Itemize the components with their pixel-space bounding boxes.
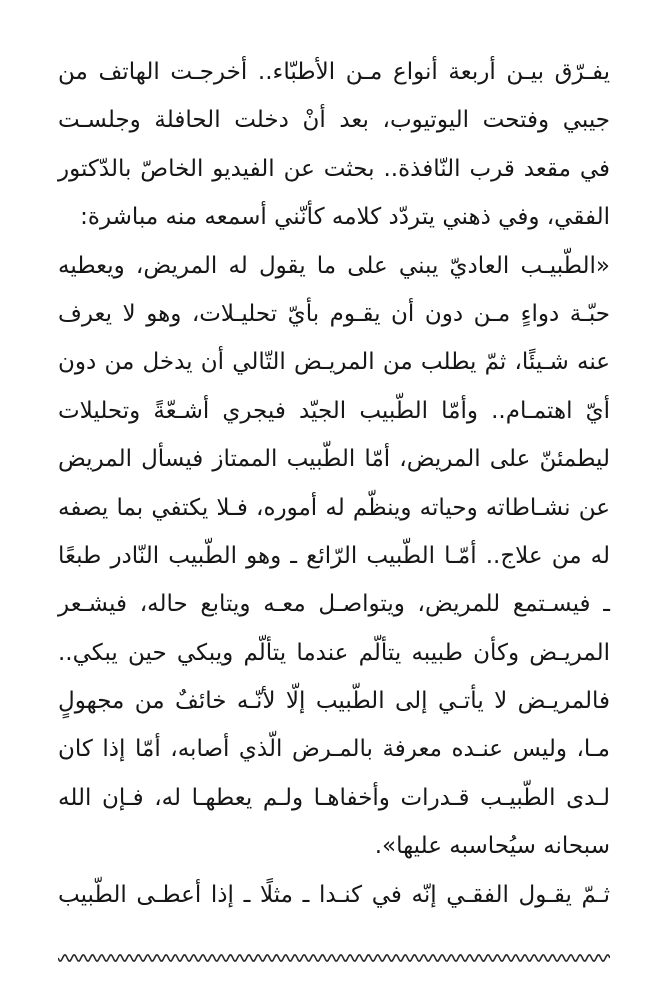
text-line: في مقعد قرب النّافذة.. بحثت عن الفيديو الخاصّ بالدّكتور — [58, 155, 610, 182]
book-page — [58, 48, 610, 919]
text-line: ثـمّ يقـول الفقـي إنّه في كنـدا ـ مثلًا ـ إذا أعطـى الطّبيب — [58, 881, 610, 908]
text-line: فالمريـض لا يأتـي إلى الطّبيب إلّا لأنّـه خائفٌ من مجهولٍ — [58, 688, 610, 715]
text-line: لـدى الطّبيـب قـدرات وأخفاهـا ولـم يعطهـا له، فـإن الله — [58, 784, 610, 811]
text-line: المريـض وكأن طبيبه يتألّم عندما يتألّم ويبكي حين يبكي.. — [58, 639, 610, 666]
text-line: يفـرّق بيـن أربعة أنواع مـن الأطبّاء.. أخرجـت الهاتف من — [58, 59, 610, 85]
text-line: حبّـة دواءٍ مـن دون أن يقـوم بأيّ تحليـلات، وهو لا يعرف — [58, 300, 610, 327]
text-line: مـا، وليس عنـده معرفة بالمـرض الّذي أصابه، أمّا إذا كان — [58, 736, 610, 763]
text-line: سبحانه سيُحاسبه عليها». — [374, 833, 610, 860]
paragraph-continuation — [58, 871, 610, 919]
text-line: الفقي، وفي ذهني يتردّد كلامه كأنّني أسمعه منه مباشرة: — [80, 204, 610, 231]
text-line: أيّ اهتمـام.. وأمّا الطّبيب الجيّد فيجري أشـعّةً وتحليلات — [58, 397, 610, 424]
text-line: جيبي وفتحت اليوتيوب، بعد أنْ دخلت الحافلة وجلسـت — [58, 107, 610, 134]
text-line: عنه شـيئًا، ثمّ يطلب من المريـض التّالي أن يدخل من دون — [58, 349, 610, 376]
text-line: ـ فيسـتمع للمريض، ويتواصـل معـه ويتابع حاله، فيشـعر — [58, 591, 610, 618]
text-line: له من علاج.. أمّـا الطّبيب الرّائع ـ وهو الطّبيب النّادر طبعًا — [58, 542, 610, 569]
text-line: ليطمئنّ على المريض، أمّا الطّبيب الممتاز فيسأل المريض — [58, 446, 610, 473]
wavy-line — [58, 955, 610, 961]
text-line: «الطّبيـب العاديّ يبني على ما يقول له المريض، ويعطيه — [58, 252, 610, 279]
text-line: عن نشـاطاته وحياته وينظّم له أموره، فـلا يكتفي بما يصفه — [58, 494, 610, 521]
paragraph-quote — [58, 242, 610, 871]
paragraph-intro — [58, 48, 610, 242]
wavy-divider — [58, 950, 610, 966]
